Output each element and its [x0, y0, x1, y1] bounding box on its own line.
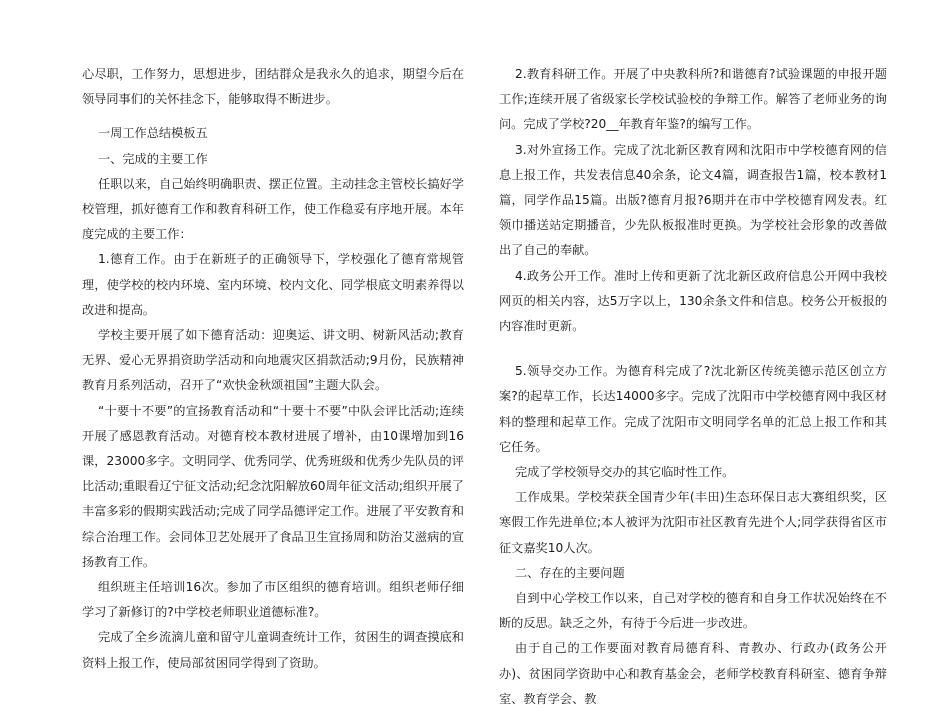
right-column: [499, 62, 887, 712]
section-heading-template-five: 一周工作总结模板五: [98, 126, 208, 141]
paragraph-publicity: 3.对外宣扬工作。完成了沈北新区教育网和沈阳市中学校德育网的信息上报工作，共发表信息40余条，论文4篇，调查报告1篇，校本教材1篇，同学作品15篇。出版?德育月报?6期并在市中学校德育网发表。红领巾播送站定期播音，少先队板报准时更换。为学校社会形象的改善做出了自己的奉献。: [499, 142, 887, 258]
heading-problems: 二、存在的主要问题: [515, 565, 625, 580]
paragraph-research: 2.教育科研工作。开展了中央教科所?和谐德育?试验课题的申报开题工作;连续开展了省级家长学校试验校的争辩工作。解答了老师业务的询问。完成了学校?20__年教育年鉴?的编写工作。: [499, 67, 887, 132]
paragraph-survey: 完成了全乡流滴儿童和留守儿童调查统计工作，贫困生的调查摸底和资料上报工作，使局部贫困同学得到了资助。: [82, 630, 464, 670]
paragraph-ten-dos: “十要十不要”的宣扬教育活动和“十要十不要”中队会评比活动;连续开展了感恩教育活动。对德育校本教材进展了增补，由10课增加到16课，23000多字。文明同学、优秀同学、优秀班级和优秀少先队员的评比活动;重眼看辽宁征文活动;纪念沈阳解放60周年征文活动;组织开展了丰富多彩的假期实践活动;完成了同学品德评定工作。进展了平安教育和综合治理工作。会同体卫艺处展开了食品卫生宣扬周和防治艾滋病的宣扬教育工作。: [82, 403, 464, 569]
paragraph-activities: 学校主要开展了如下德育活动：迎奥运、讲文明、树新风活动;教育无界、爱心无界捐资助学活动和向地震灾区捐款活动;9月份，民族精神教育月系列活动，召开了“欢快金秋颂祖国”主题大队会。: [82, 328, 464, 393]
paragraph-workload: 由于自己的工作要面对教育局德育科、青教办、行政办(政务公开办)、贫困同学资助中心和教育基金会，老师学校教育科研室、德育争辩室、教育学会、教: [499, 641, 887, 706]
left-column: [82, 62, 464, 676]
paragraph-teacher-training: 组织班主任培训16次。参加了市区组织的德育培训。组织老师仔细学习了新修订的?中学校老师职业道德标准?。: [82, 580, 464, 620]
paragraph-intro: 任职以来，自己始终明确职责、摆正位置。主动挂念主管校长搞好学校管理，抓好德育工作和教育科研工作，使工作稳妥有序地开展。本年度完成的主要工作：: [82, 176, 464, 242]
paragraph-reflection: 自到中心学校工作以来，自己对学校的德育和自身工作状况始终在不断的反思。缺乏之外，有待于今后进一步改进。: [499, 591, 887, 631]
paragraph-achievements: 工作成果。学校荣获全国青少年(丰田)生态环保日志大赛组织奖，区寒假工作先进单位;本人被评为沈阳市社区教育先进个人;同学获得省区市征文嘉奖10人次。: [499, 490, 887, 555]
paragraph-leadership-tasks: 5.领导交办工作。为德育科完成了?沈北新区传统美德示范区创立方案?的起草工作，长达14000多字。完成了沈阳市中学校德育网中我区材料的整理和起草工作。完成了沈阳市文明同学名单的汇总上报工作和其它任务。: [499, 364, 887, 454]
paragraph-government-affairs: 4.政务公开工作。准时上传和更新了沈北新区政府信息公开网中我校网页的相关内容，达5万字以上，130余条文件和信息。校务公开板报的内容准时更新。: [499, 268, 887, 334]
heading-completed-work: 一、完成的主要工作: [98, 151, 208, 166]
paragraph-temporary-tasks: 完成了学校领导交办的其它临时性工作。: [515, 465, 735, 480]
paragraph-moral-education: 1.德育工作。由于在新班子的正确领导下，学校强化了德育常规管理，使学校的校内环境、室内环境、校内文化、同学根底文明素养得以改进和提高。: [82, 252, 464, 317]
paragraph-continuation: 心尽职，工作努力，思想进步，团结群众是我永久的追求，期望今后在领导同事们的关怀挂念下，能够取得不断进步。: [82, 67, 464, 107]
